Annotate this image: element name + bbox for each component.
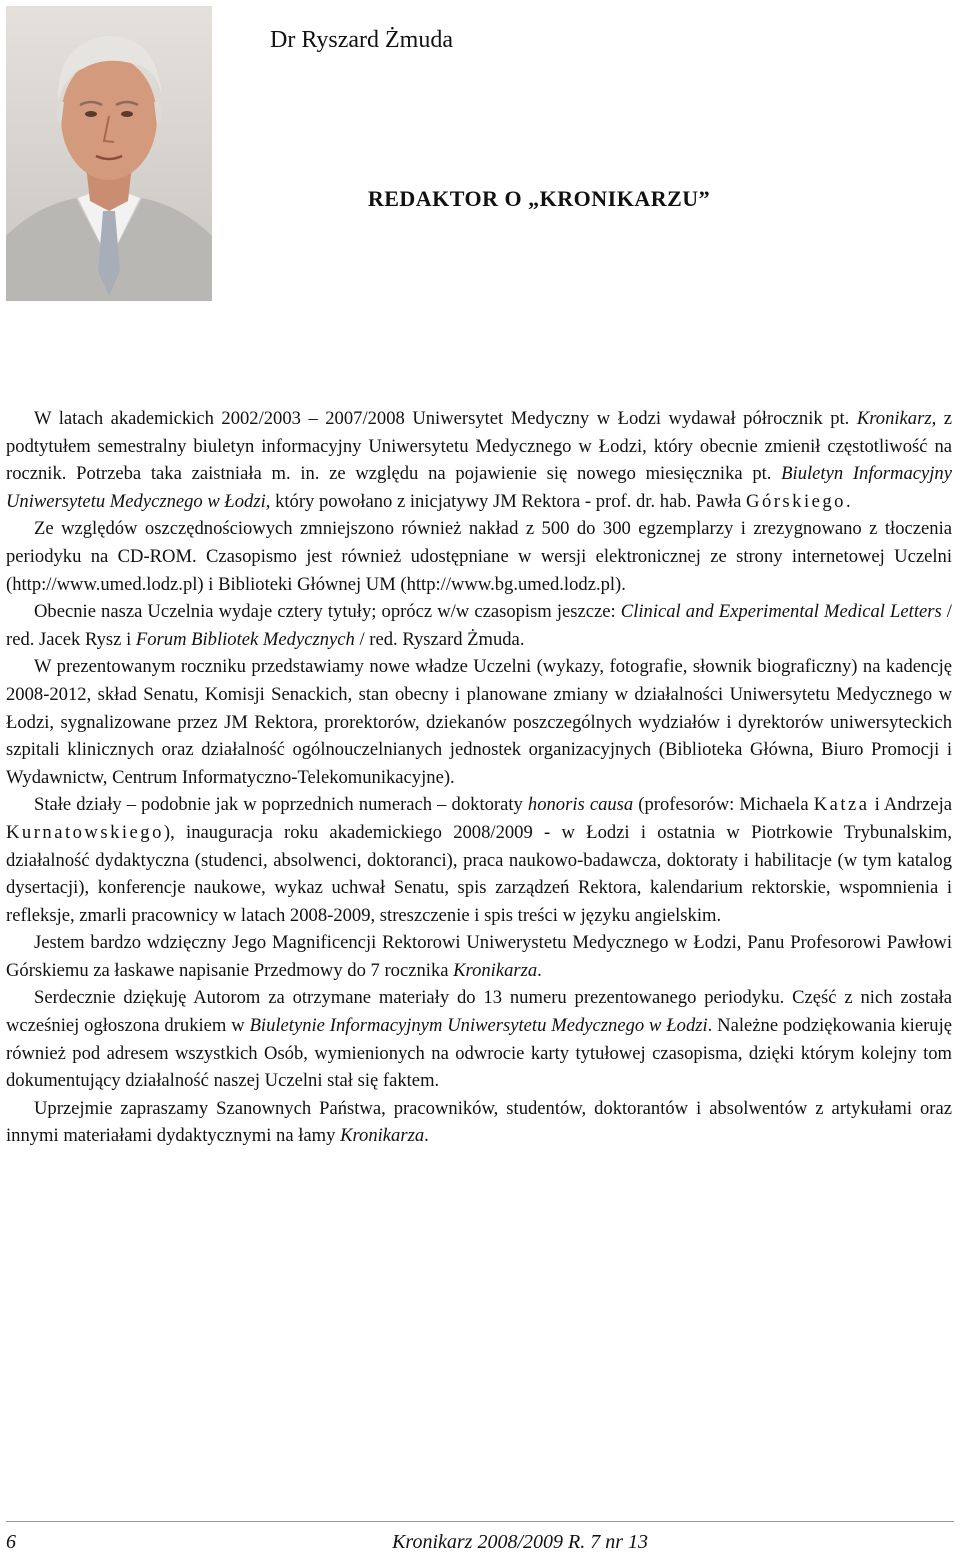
- paragraph-contents: W prezentowanym roczniku przedstawiamy nowe władze Uczelni (wykazy, fotografie, słownik biograficzny) na kadencję 2008-2012, skład Senatu, Komisji Senackich, stan obecny i planowane zmiany w działalności Uniwersytetu Medycznego w Łodzi, sygnalizowane przez JM Rektora, prorektorów, dziekanów poszczególnych wydziałów i dyrektorów uniwersyteckich szpitali klinicznych oraz działalność ogólnouczelnianych jednostek organizacyjnych (Biblioteka Główna, Biuro Promocji i Wydawnictw, Centrum Informatyczno-Telekomunikacyjne).: [6, 656, 952, 788]
- journal-footer: Kronikarz 2008/2009 R. 7 nr 13: [392, 1531, 648, 1553]
- paragraph-thanks-rector: Jestem bardzo wdzięczny Jego Magnificencji Rektorowi Uniwerystetu Medycznego w Łodzi, Panu Profesorowi Pawłowi Górskiemu za łaskawe napisanie Przedmowy do 7 rocznika Kronikarza.: [6, 932, 952, 981]
- page-title: REDAKTOR O „KRONIKARZU”: [367, 186, 711, 211]
- paragraph-intro: W latach akademickich 2002/2003 – 2007/2008 Uniwersytet Medyczny w Łodzi wydawał półrocznik pt. Kronikarz, z podtytułem semestralny biuletyn informacyjny Uniwersytetu Medycznego w Łodzi, który obecnie zmienił częstotliwość na rocznik. Potrzeba taka zaistniała m. in. ze względu na pojawienie się nowego miesięcznika pt. Biuletyn Informacyjny Uniwersytetu Medycznego w Łodzi, który powołano z inicjatywy JM Rektora - prof. dr. hab. Pawła Górskiego.: [6, 408, 952, 512]
- author-portrait-photo: [6, 6, 212, 301]
- paragraph-sections: Stałe działy – podobnie jak w poprzednich numerach – doktoraty honoris causa (profesorów: Michaela Katza i Andrzeja Kurnatowskiego), inauguracja roku akademickiego 2008/2009 - w Łodzi i ostatnia w Piotrkowie Trybunalskim, działalność dydaktyczna (studenci, absolwenci, doktoranci), praca naukowo-badawcza, doktoraty i habilitacje (w tym katalog dysertacji), konferencje naukowe, wykaz uchwał Senatu, spis zarządzeń Rektora, kalendarium rektorskie, wspomnienia i refleksje, zmarli pracownicy w latach 2008-2009, streszczenie i spis treści w języku angielskim.: [6, 794, 953, 926]
- portrait-photo-icon: [6, 6, 212, 301]
- footer-divider: [6, 1521, 954, 1522]
- paragraph-savings: Ze względów oszczędnościowych zmniejszono również nakład z 500 do 300 egzemplarzy i zrezygnowano z tłoczenia periodyku na CD-ROM. Czasopismo jest również udostępniane w wersji elektronicznej ze strony internetowej Uczelni (http://www.umed.lodz.pl) i Biblioteki Głównej UM (http://www.bg.umed.lodz.pl).: [6, 518, 952, 595]
- author-name: Dr Ryszard Żmuda: [270, 27, 453, 53]
- paragraph-invitation: Uprzejmie zapraszamy Szanownych Państwa, pracowników, studentów, doktorantów i absolwentów z artykułami oraz innymi materiałami dydaktycznymi na łamy Kronikarza.: [6, 1097, 952, 1147]
- paragraph-titles: Obecnie nasza Uczelnia wydaje cztery tytuły; oprócz w/w czasopism jeszcze: Clinical and Experimental Medical Letters / red. Jacek Rysz i Forum Bibliotek Medycznych / red. Ryszard Żmuda.: [6, 601, 952, 650]
- article-body: [6, 405, 952, 1150]
- paragraph-thanks-authors: Serdecznie dziękuję Autorom za otrzymane materiały do 13 numeru prezentowanego periodyku. Część z nich została wcześniej ogłoszona drukiem w Biuletynie Informacyjnym Uniwersytetu Medycznego w Łodzi. Należne podziękowania kieruję również pod adresem wszystkich Osób, wymienionych na odwrocie karty tytułowej czasopisma, dzięki którym kolejny tom dokumentujący działalność naszej Uczelni stał się faktem.: [6, 987, 952, 1092]
- page-number: 6: [6, 1531, 16, 1553]
